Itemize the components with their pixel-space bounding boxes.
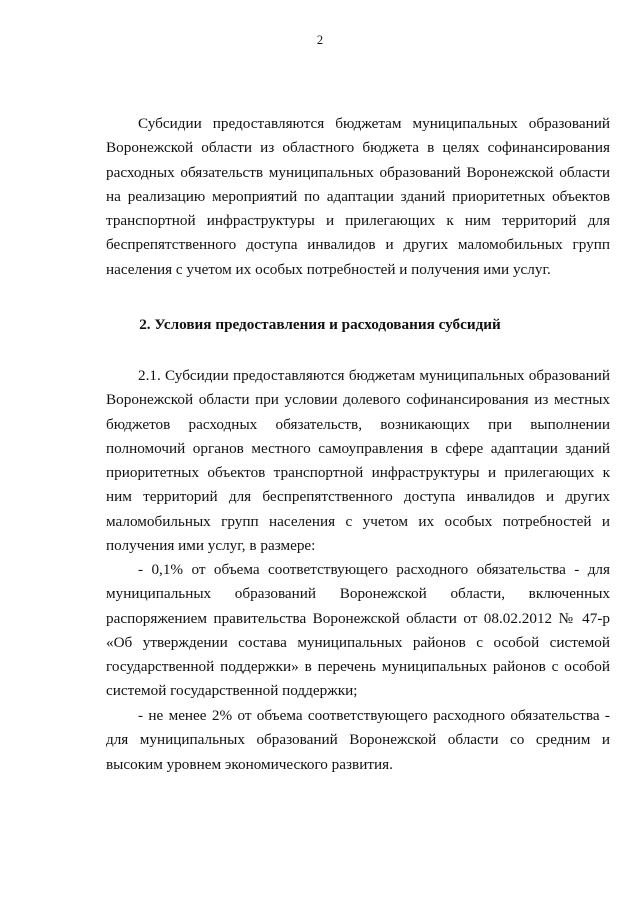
list-item	[106, 558, 610, 704]
paragraph-line: получения ими услуг, в размере:	[106, 537, 316, 555]
paragraph-line: беспрепятственного доступа инвалидов и других маломобильных групп	[106, 236, 610, 254]
list-item	[106, 704, 610, 777]
paragraph-line: бюджетов расходных обязательств, возникающих при выполнении	[106, 415, 610, 433]
paragraph-line: расходных обязательств муниципальных образований Воронежской области	[106, 163, 610, 181]
paragraph-line: распоряжением правительства Воронежской области от 08.02.2012 № 47-р	[106, 609, 610, 627]
paragraph-line: транспортной инфраструктуры и прилегающих к ним территорий для	[106, 212, 610, 230]
paragraph-line: «Об утверждении состава муниципальных районов с особой системой	[106, 633, 610, 651]
paragraph-line: высоким уровнем экономического развития.	[106, 755, 393, 773]
paragraph-line: 2.1. Субсидии предоставляются бюджетам муниципальных образований	[138, 367, 610, 384]
intro-paragraph	[106, 112, 610, 282]
page-number: 2	[316, 33, 324, 47]
paragraph-line: системой государственной поддержки;	[106, 682, 358, 700]
paragraph-line: - 0,1% от объема соответствующего расходного обязательства - для	[138, 561, 610, 578]
paragraph-line: Воронежской области из областного бюджета в целях софинансирования	[106, 139, 610, 157]
paragraph-line: Субсидии предоставляются бюджетам муниципальных образований	[138, 115, 610, 132]
paragraph-line: Воронежской области при условии долевого софинансирования из местных	[106, 391, 610, 409]
paragraph-line: для муниципальных образований Воронежской области со средним и	[106, 731, 610, 749]
paragraph-line: приоритетных объектов транспортной инфраструктуры и прилегающих к	[106, 464, 610, 482]
paragraph-line: маломобильных групп населения с учетом их особых потребностей и	[106, 512, 610, 530]
paragraph-line: на реализацию мероприятий по адаптации зданий приоритетных объектов	[106, 187, 610, 205]
clause-2-1-paragraph	[106, 364, 610, 558]
paragraph-line: полномочий органов местного самоуправления в сфере адаптации зданий	[106, 439, 610, 457]
paragraph-line: населения с учетом их особых потребностей и получения ими услуг.	[106, 260, 551, 278]
paragraph-line: муниципальных образований Воронежской области, включенных	[106, 585, 610, 603]
section-heading: 2. Условия предоставления и расходования субсидий	[139, 316, 501, 333]
paragraph-line: государственной поддержки» в перечень муниципальных районов с особой	[106, 658, 610, 676]
paragraph-line: - не менее 2% от объема соответствующего расходного обязательства -	[138, 707, 610, 724]
paragraph-line: ним территорий для беспрепятственного доступа инвалидов и других	[106, 488, 610, 506]
